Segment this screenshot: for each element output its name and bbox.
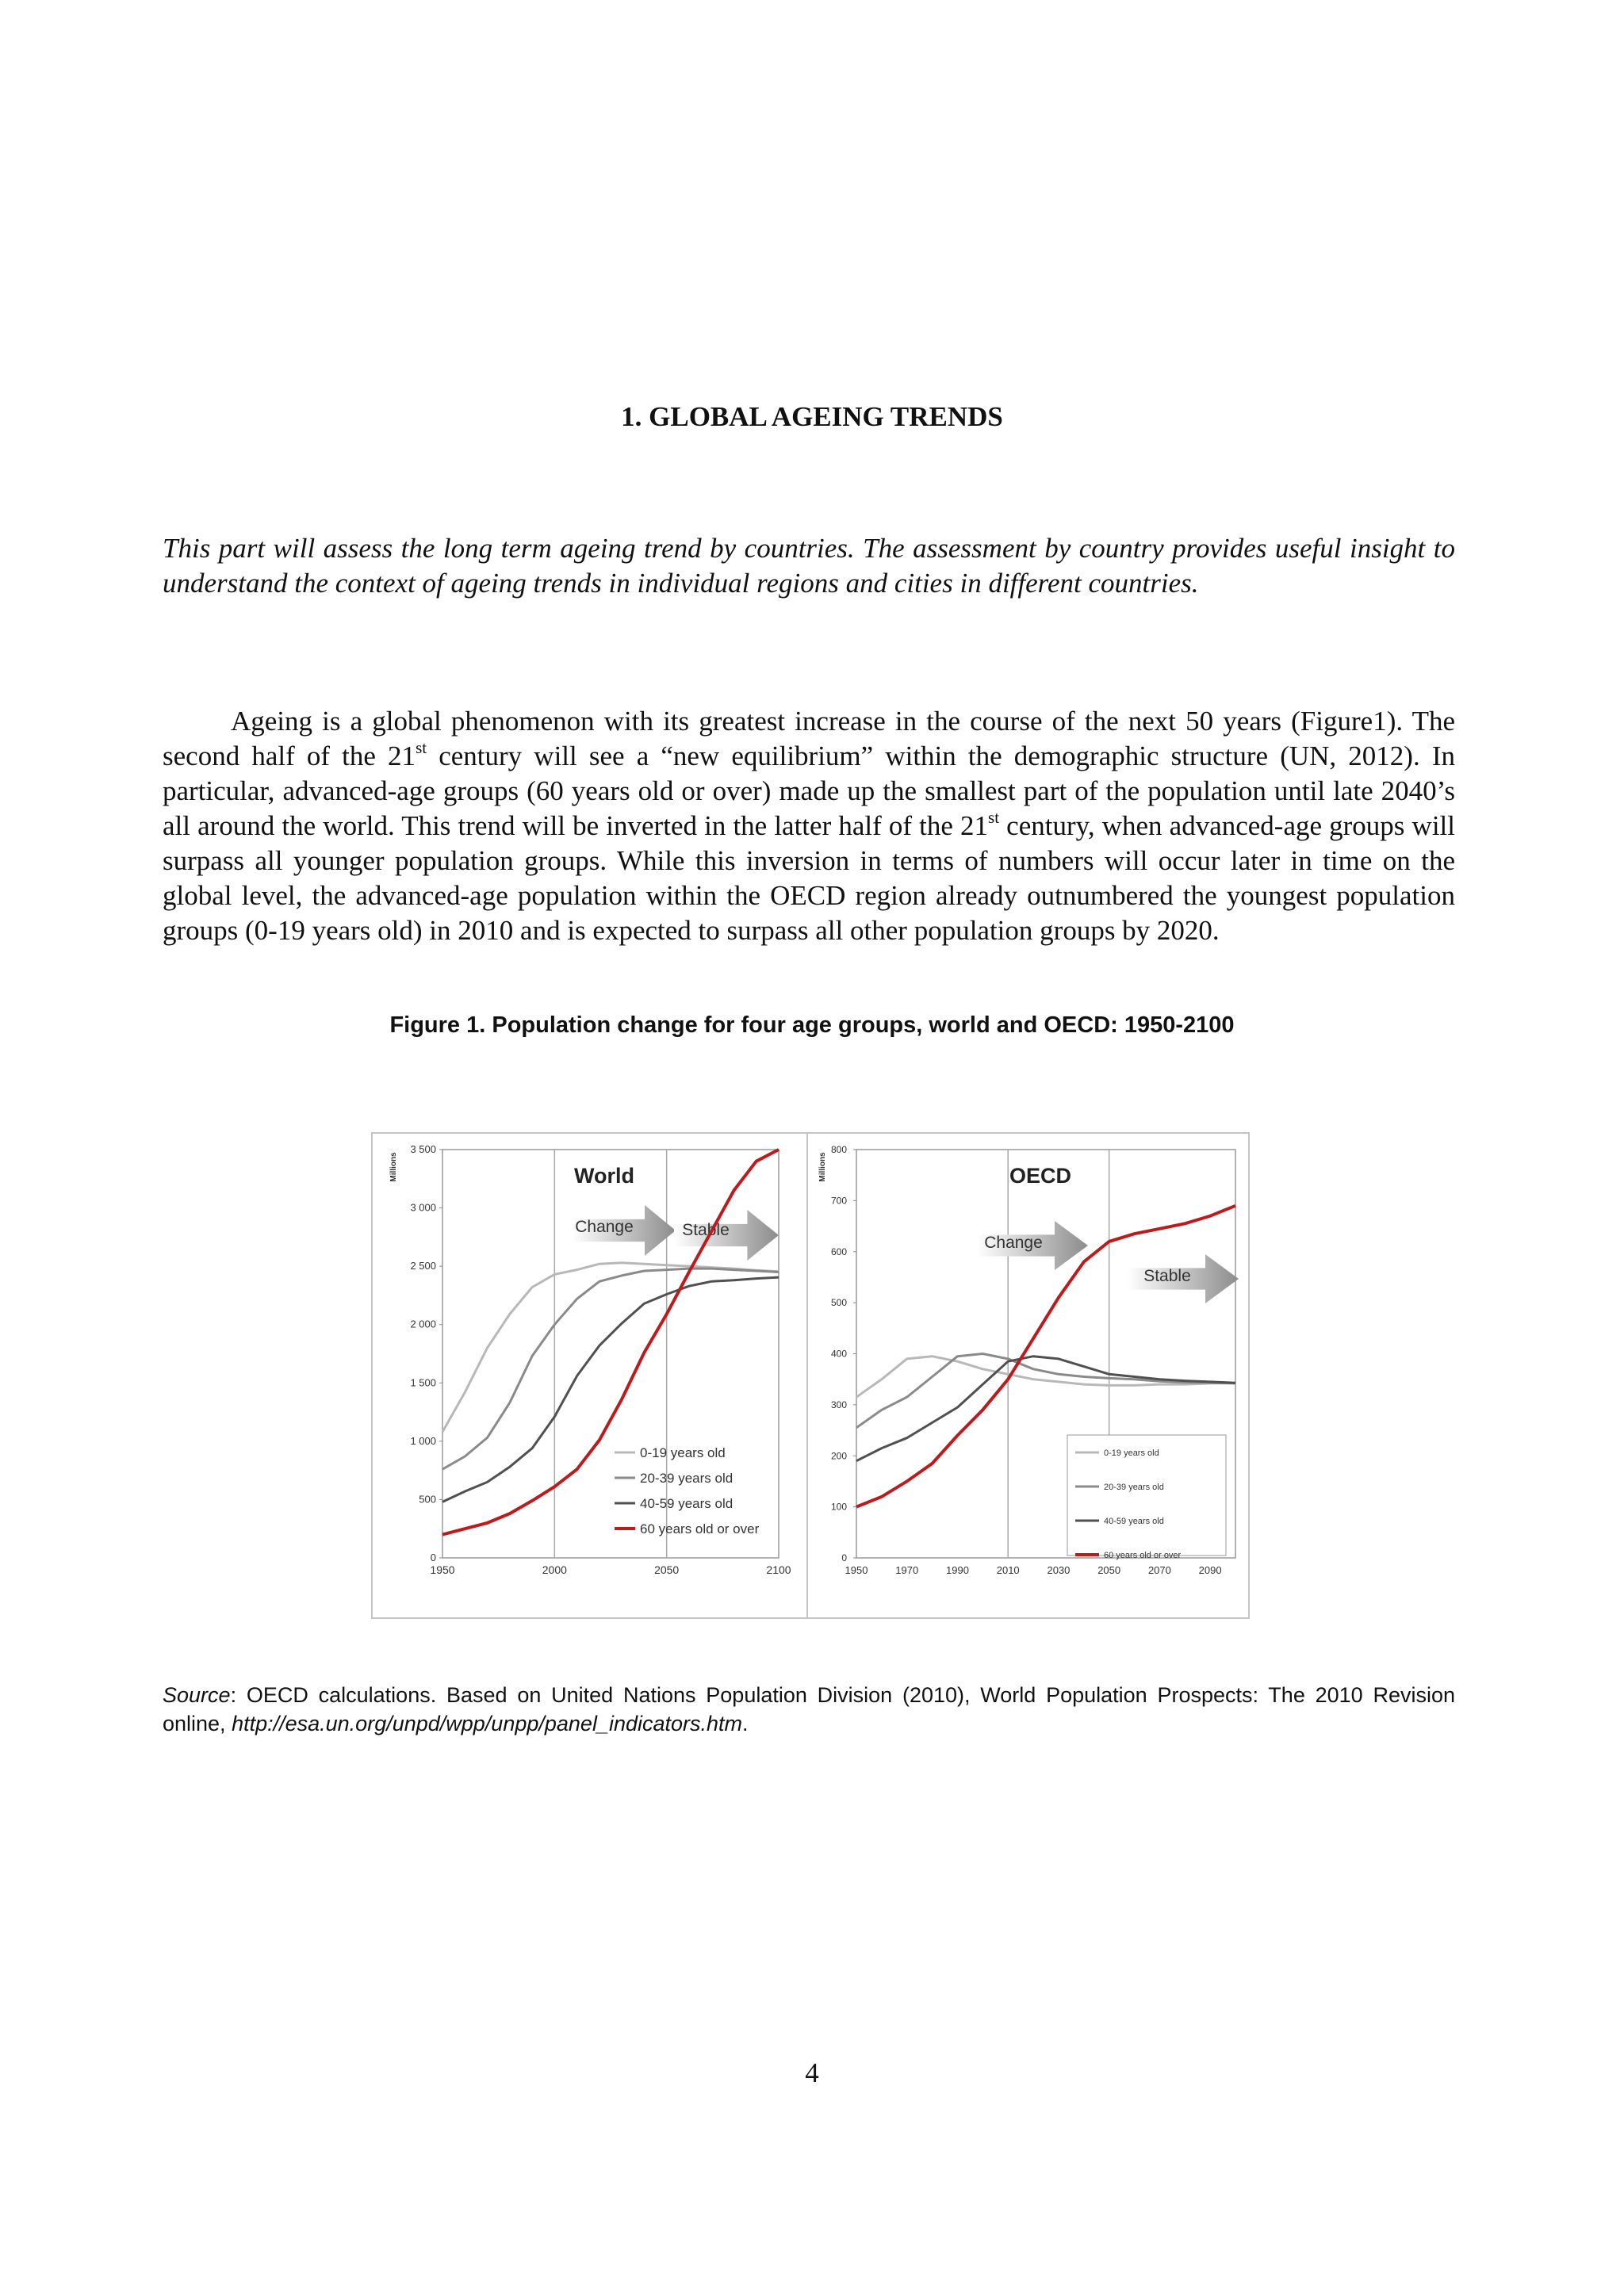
chart-title: World <box>574 1164 634 1188</box>
superscript-st: st <box>416 738 427 757</box>
figure-1 <box>371 1132 1250 1619</box>
legend-label: 40-59 years old <box>1104 1516 1164 1526</box>
y-tick-label: 1 000 <box>410 1434 436 1447</box>
legend-label: 40-59 years old <box>640 1495 733 1511</box>
x-tick-label: 2010 <box>996 1564 1020 1576</box>
body-paragraph <box>163 704 1455 948</box>
x-tick-label: 1950 <box>430 1563 455 1576</box>
x-tick-label: 2100 <box>766 1563 791 1576</box>
x-tick-label: 2030 <box>1047 1564 1071 1576</box>
x-tick-label: 2050 <box>1097 1564 1121 1576</box>
world-panel <box>389 1143 791 1576</box>
series-line <box>442 1277 779 1502</box>
phase-arrow-label: Stable <box>1143 1267 1191 1285</box>
body-text-3: century, when advanced-age groups will surpass all younger population groups. While this inversion in terms of numbers will occur later in time on the global level, the advanced-age population within the OECD region already outnumbered the youngest population groups (0-19 years old) in 2010 and is expected to surpass all other population groups by 2020. <box>163 810 1455 946</box>
y-tick-label: 300 <box>830 1399 847 1410</box>
phase-arrow-label: Change <box>984 1234 1043 1252</box>
y-tick-label: 2 000 <box>410 1318 436 1330</box>
y-tick-label: 100 <box>830 1501 847 1513</box>
y-tick-label: 400 <box>830 1348 847 1360</box>
x-tick-label: 2050 <box>654 1563 680 1576</box>
y-tick-label: 1 500 <box>410 1376 436 1389</box>
legend-label: 0-19 years old <box>1104 1448 1159 1458</box>
legend-label: 60 years old or over <box>1104 1550 1182 1560</box>
y-tick-label: 500 <box>419 1493 436 1506</box>
x-tick-label: 2090 <box>1198 1564 1222 1576</box>
chart-title: OECD <box>1009 1164 1072 1188</box>
figure-1-charts <box>373 1134 1248 1617</box>
source-end: . <box>742 1712 749 1735</box>
x-tick-label: 1950 <box>845 1564 868 1576</box>
legend-label: 20-39 years old <box>1104 1482 1164 1492</box>
y-tick-label: 200 <box>830 1450 847 1462</box>
x-tick-label: 2070 <box>1147 1564 1171 1576</box>
y-tick-label: 3 500 <box>410 1143 436 1155</box>
body-text-2: century will see a “new equilibrium” within the demographic structure (UN, 2012). In particular, advanced-age groups (60 years old or over) made up the smallest part of the population until late 2040’s all around the world. This trend will be inverted in the latter half of the 21 <box>163 740 1455 841</box>
section-title: 1. GLOBAL AGEING TRENDS <box>621 401 1003 432</box>
y-tick-label: 0 <box>430 1552 436 1563</box>
x-tick-label: 1990 <box>946 1564 969 1576</box>
phase-arrow-label: Change <box>575 1218 634 1236</box>
source-note <box>163 1681 1455 1738</box>
source-label: Source <box>163 1683 231 1707</box>
series-line <box>856 1354 1235 1428</box>
y-tick-label: 2 500 <box>410 1260 436 1272</box>
body-text-1: Ageing is a global phenomenon with its greatest increase in the course of the next 50 years (Figure1). The second half of the 21 <box>163 706 1455 771</box>
y-tick-label: 700 <box>830 1195 847 1207</box>
oecd-panel <box>807 1134 1239 1617</box>
legend-label: 60 years old or over <box>640 1521 760 1536</box>
figure-caption: Figure 1. Population change for four age groups, world and OECD: 1950-2100 <box>389 1012 1235 1038</box>
y-tick-label: 800 <box>830 1144 847 1155</box>
section-intro: This part will assess the long term ageing trend by countries. The assessment by country provides useful insight to understand the context of ageing trends in individual regions and cities in different countries. <box>163 533 1455 599</box>
source-text: : OECD calculations. Based on United Nations Population Division (2010), World Population Prospects: The 2010 Revision online, <box>163 1683 1455 1735</box>
x-tick-label: 1970 <box>895 1564 919 1576</box>
y-tick-label: 3 000 <box>410 1201 436 1214</box>
source-url[interactable]: http://esa.un.org/unpd/wpp/unpp/panel_indicators.htm <box>232 1712 743 1735</box>
legend-label: 20-39 years old <box>640 1470 733 1486</box>
y-tick-label: 500 <box>830 1297 847 1309</box>
legend-label: 0-19 years old <box>640 1445 726 1460</box>
x-tick-label: 2000 <box>542 1563 567 1576</box>
series-line <box>442 1263 779 1432</box>
y-tick-label: 0 <box>841 1552 847 1563</box>
superscript-st: st <box>988 808 1000 827</box>
y-axis-label: Millions <box>818 1152 827 1182</box>
series-line <box>442 1269 779 1469</box>
phase-arrow-label: Stable <box>682 1221 730 1239</box>
y-axis-label: Millions <box>389 1152 398 1182</box>
y-tick-label: 600 <box>830 1246 847 1257</box>
page-number: 4 <box>805 2057 819 2088</box>
